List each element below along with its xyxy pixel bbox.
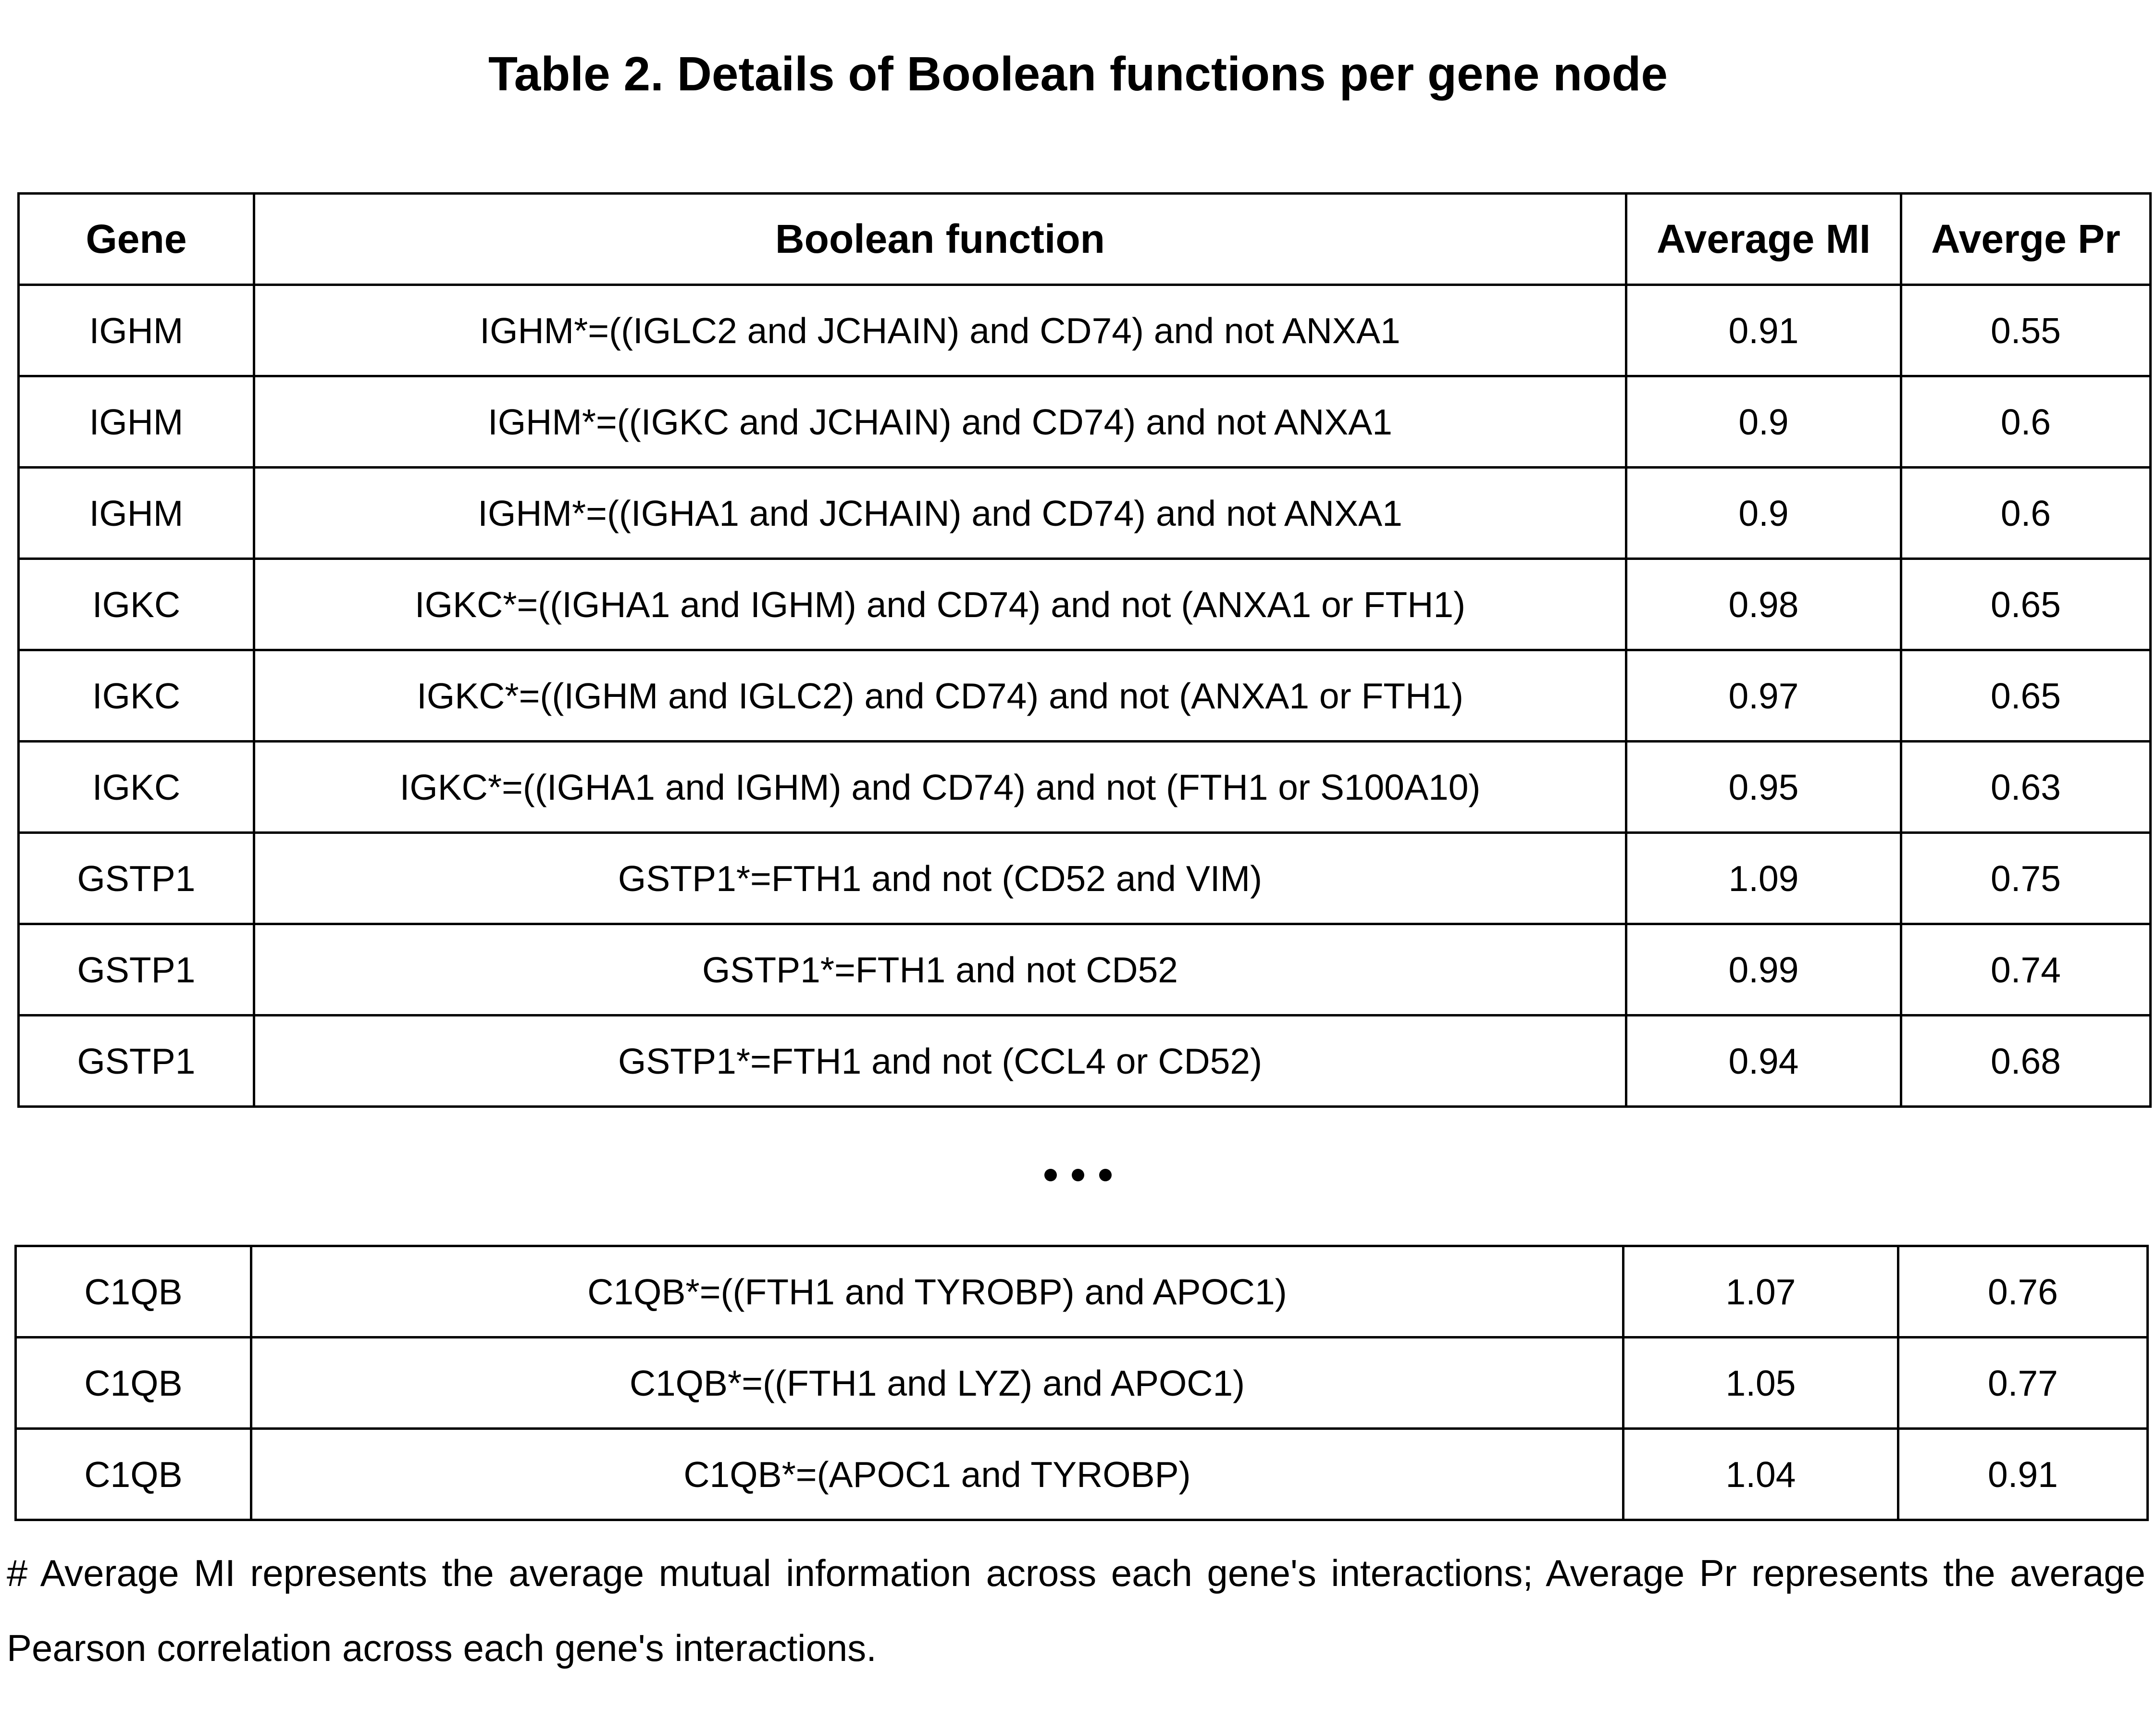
cell-mi: 0.95: [1626, 742, 1901, 833]
header-gene: Gene: [19, 194, 254, 285]
cell-function: GSTP1*=FTH1 and not (CD52 and VIM): [254, 833, 1626, 924]
cell-pr: 0.74: [1901, 924, 2151, 1016]
cell-gene: IGHM: [19, 468, 254, 559]
cell-mi: 0.98: [1626, 559, 1901, 650]
cell-pr: 0.77: [1898, 1338, 2148, 1429]
cell-function: C1QB*=((FTH1 and LYZ) and APOC1): [251, 1338, 1623, 1429]
cell-gene: IGKC: [19, 559, 254, 650]
cell-pr: 0.63: [1901, 742, 2151, 833]
ellipsis-separator: [1044, 1163, 1112, 1187]
cell-pr: 0.65: [1901, 650, 2151, 742]
table-row: [19, 924, 2151, 1016]
cell-gene: GSTP1: [19, 1016, 254, 1107]
cell-pr: 0.76: [1898, 1246, 2148, 1338]
table-row: [19, 742, 2151, 833]
cell-gene: C1QB: [16, 1246, 251, 1338]
cell-function: IGKC*=((IGHA1 and IGHM) and CD74) and not (ANXA1 or FTH1): [254, 559, 1626, 650]
table-row: [16, 1338, 2148, 1429]
cell-mi: 1.07: [1623, 1246, 1898, 1338]
table-row: [16, 1246, 2148, 1338]
cell-pr: 0.6: [1901, 376, 2151, 468]
cell-pr: 0.65: [1901, 559, 2151, 650]
cell-function: IGHM*=((IGHA1 and JCHAIN) and CD74) and not ANXA1: [254, 468, 1626, 559]
cell-mi: 0.91: [1626, 285, 1901, 376]
cell-function: IGHM*=((IGLC2 and JCHAIN) and CD74) and not ANXA1: [254, 285, 1626, 376]
ellipsis-dot: [1044, 1169, 1057, 1181]
cell-function: GSTP1*=FTH1 and not (CCL4 or CD52): [254, 1016, 1626, 1107]
table-row: [19, 650, 2151, 742]
cell-function: IGHM*=((IGKC and JCHAIN) and CD74) and not ANXA1: [254, 376, 1626, 468]
cell-function: C1QB*=(APOC1 and TYROBP): [251, 1429, 1623, 1520]
table-row: [19, 1016, 2151, 1107]
cell-gene: GSTP1: [19, 833, 254, 924]
cell-function: IGKC*=((IGHM and IGLC2) and CD74) and not (ANXA1 or FTH1): [254, 650, 1626, 742]
header-average-mi: Average MI: [1626, 194, 1901, 285]
cell-mi: 1.09: [1626, 833, 1901, 924]
table-row: [16, 1429, 2148, 1520]
cell-gene: C1QB: [16, 1429, 251, 1520]
header-boolean-function: Boolean function: [254, 194, 1626, 285]
boolean-functions-table-continued: [14, 1245, 2149, 1521]
cell-function: GSTP1*=FTH1 and not CD52: [254, 924, 1626, 1016]
table-footnote: # Average MI represents the average mutual information across each gene's interactions; Average Pr represents the average Pearson correlation across each gene's interactions.: [7, 1552, 2145, 1669]
cell-pr: 0.68: [1901, 1016, 2151, 1107]
cell-pr: 0.6: [1901, 468, 2151, 559]
header-average-pr: Averge Pr: [1901, 194, 2151, 285]
table-title: Table 2. Details of Boolean functions per gene node: [488, 47, 1668, 101]
cell-gene: IGHM: [19, 285, 254, 376]
cell-gene: IGHM: [19, 376, 254, 468]
cell-gene: GSTP1: [19, 924, 254, 1016]
cell-gene: C1QB: [16, 1338, 251, 1429]
cell-function: IGKC*=((IGHA1 and IGHM) and CD74) and not (FTH1 or S100A10): [254, 742, 1626, 833]
cell-gene: IGKC: [19, 742, 254, 833]
cell-mi: 0.99: [1626, 924, 1901, 1016]
cell-mi: 0.97: [1626, 650, 1901, 742]
cell-function: C1QB*=((FTH1 and TYROBP) and APOC1): [251, 1246, 1623, 1338]
table-row: [19, 285, 2151, 376]
table-row: [19, 833, 2151, 924]
ellipsis-dot: [1099, 1169, 1112, 1181]
cell-pr: 0.91: [1898, 1429, 2148, 1520]
table-row: [19, 559, 2151, 650]
table-header-row: [19, 194, 2151, 285]
cell-gene: IGKC: [19, 650, 254, 742]
table-row: [19, 468, 2151, 559]
cell-mi: 1.04: [1623, 1429, 1898, 1520]
ellipsis-dot: [1072, 1169, 1084, 1181]
cell-mi: 0.9: [1626, 468, 1901, 559]
cell-pr: 0.55: [1901, 285, 2151, 376]
table-row: [19, 376, 2151, 468]
cell-pr: 0.75: [1901, 833, 2151, 924]
boolean-functions-table: [17, 192, 2152, 1108]
cell-mi: 0.9: [1626, 376, 1901, 468]
cell-mi: 0.94: [1626, 1016, 1901, 1107]
cell-mi: 1.05: [1623, 1338, 1898, 1429]
